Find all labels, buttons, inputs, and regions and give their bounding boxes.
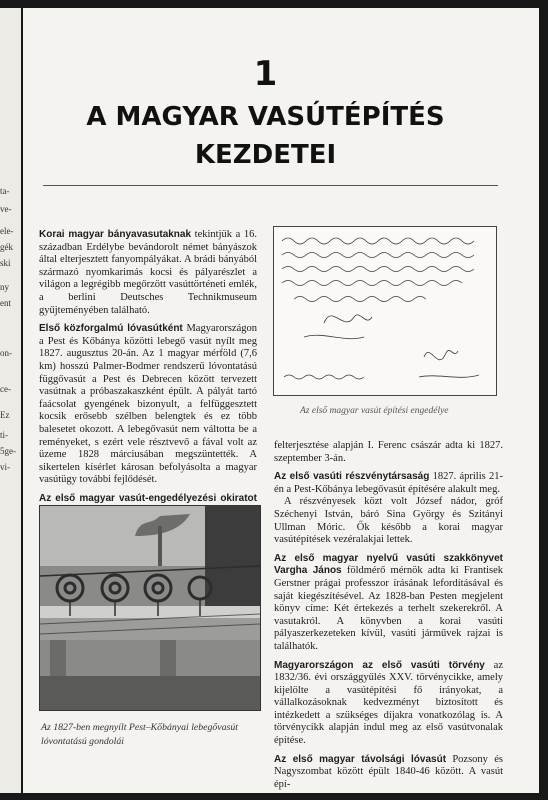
page-fragment: ce- (0, 384, 11, 394)
paragraph-body: Magyarországon a Pest és Kőbánya közötti lebegő vasút nyílt meg 1827. augusztus 20-án. Az 1 magyar mérföld (7,6 km) hosszú Palmer-Bodmer rendszerű lóvontatású függővasút a Pest és Debrecen között tervezett vasútnak a próbaszakaszként épült. A pályát tartó faácsolat gyengének bizonyult, a felfüggesztett kocsik erősebb szélben belengtek és ez több balesetet okozott. A lebegővasút nem váltotta be a reményeket, s ezért vele résztvevő a fával volt az üzeme 1828 márciusában megszüntették. A sikertelen kísérlet károsan befolyásolta a magyar vasútügy további fejlődését. (39, 323, 257, 486)
paragraph-body: tekintjük a 16. században Erdélybe bevándorolt német bányászok által elterjesztett fanyompályákat. A brádi bányából származó nyomkarimás kocsi és pályarészlet a világon a legrégibb megőrzött vasúttörténeti emlék, a berlini Deutsches Technikmuseum gyűjteményében található. (39, 229, 257, 316)
page-fragment: ta- (0, 186, 10, 196)
paragraph-body: 1827. április 21-én a Pest-Kőbánya lebegővasút építésére alakult meg. (274, 471, 503, 495)
page-fragment: ti- (0, 430, 8, 440)
page-fragment: gék (0, 242, 13, 252)
page-fragment: on- (0, 348, 12, 358)
chapter-title-line-1: A MAGYAR VASÚTÉPÍTÉS (86, 102, 445, 132)
text-column-right (274, 440, 503, 793)
paragraph-lead: Magyarországon az első vasúti törvény (274, 659, 485, 671)
permit-document-image (273, 226, 497, 396)
title-rule (43, 185, 498, 186)
paragraph-body: Pozsony és Nagyszombat között épült 1840-46 között. A vasút épí- (274, 753, 503, 790)
page-fragment: Ez (0, 410, 10, 420)
paragraph-lead: Az első magyar távolsági lóvasút (274, 753, 447, 765)
paragraph (274, 660, 503, 748)
paragraph-lead: Korai magyar bányavasutaknak (39, 229, 192, 240)
paragraph-body: földmérő mérnök adta ki Frantisek Gerstner prágai professzor írásának lefordításával és saját kiegészítésével. Az 1828-ban Pesten megjelent könyv címe: Két értekezés a terhelt szekerekről. A vasutakról. A könyvben a korai vasúti pályaszerkezeteken kívül, vasúti járművek rajzai is találhatók. (274, 565, 504, 652)
page-fragment: ent (0, 298, 11, 308)
paragraph-lead: Az első vasúti részvénytársaság (274, 471, 430, 483)
text-column-left (39, 229, 257, 524)
paragraph-body: az 1832/36. évi országgyűlés XXV. törvénycikke, amely kijelölte a vasútépítési fő irányokat, a vállalkozásoknak kedvezményt biztosított és intézkedett a szükséges díjakra vonatkozólag is. A törvénycikk alapján indul meg az első vasútvonalak építése. (274, 659, 503, 747)
chapter-title (23, 98, 508, 174)
paragraph (39, 323, 257, 487)
chapter-number: 1 (253, 54, 278, 94)
page-fragment: 5ge- (0, 446, 16, 456)
paragraph (274, 471, 503, 496)
paragraph-body: felterjesztése alapján I. Ferenc császár adta ki 1827. szeptember 3-án. (274, 440, 503, 464)
paragraph (39, 229, 257, 317)
page-fragment: ny (0, 282, 9, 292)
page-fragment: vi- (0, 462, 10, 472)
paragraph-lead: Az első magyar vasút-engedélyezési okiratot (39, 492, 257, 504)
gondola-photograph (39, 505, 261, 711)
paragraph-lead: Az első magyar nyelvű vasúti szakkönyvet Vargha János (274, 552, 503, 577)
paragraph (274, 553, 503, 654)
paragraph-lead: Első közforgalmú lóvasútként (39, 323, 183, 335)
chapter-title-line-2: KEZDETEI (194, 140, 337, 170)
page-fragment: ve- (0, 204, 12, 214)
paragraph-body: A részvényesek közt volt József nádor, gróf Széchenyi István, báró Sina György és Szitányi Ullman Móric. Ők később a korai magyar vasútépítések vezéralakjai lettek. (274, 496, 503, 546)
paragraph (274, 754, 503, 792)
page-fragment: ele- (0, 226, 14, 236)
photo-caption: Az 1827-ben megnyílt Pest–Kőbányai lebegővasút lóvontatású gondolái (41, 722, 238, 747)
book-page (23, 8, 539, 793)
page-fragment: ski (0, 258, 11, 268)
paragraph (274, 496, 503, 546)
previous-page-edge (0, 8, 21, 793)
paragraph (274, 440, 503, 465)
document-caption: Az első magyar vasút építési engedélye (300, 406, 449, 416)
